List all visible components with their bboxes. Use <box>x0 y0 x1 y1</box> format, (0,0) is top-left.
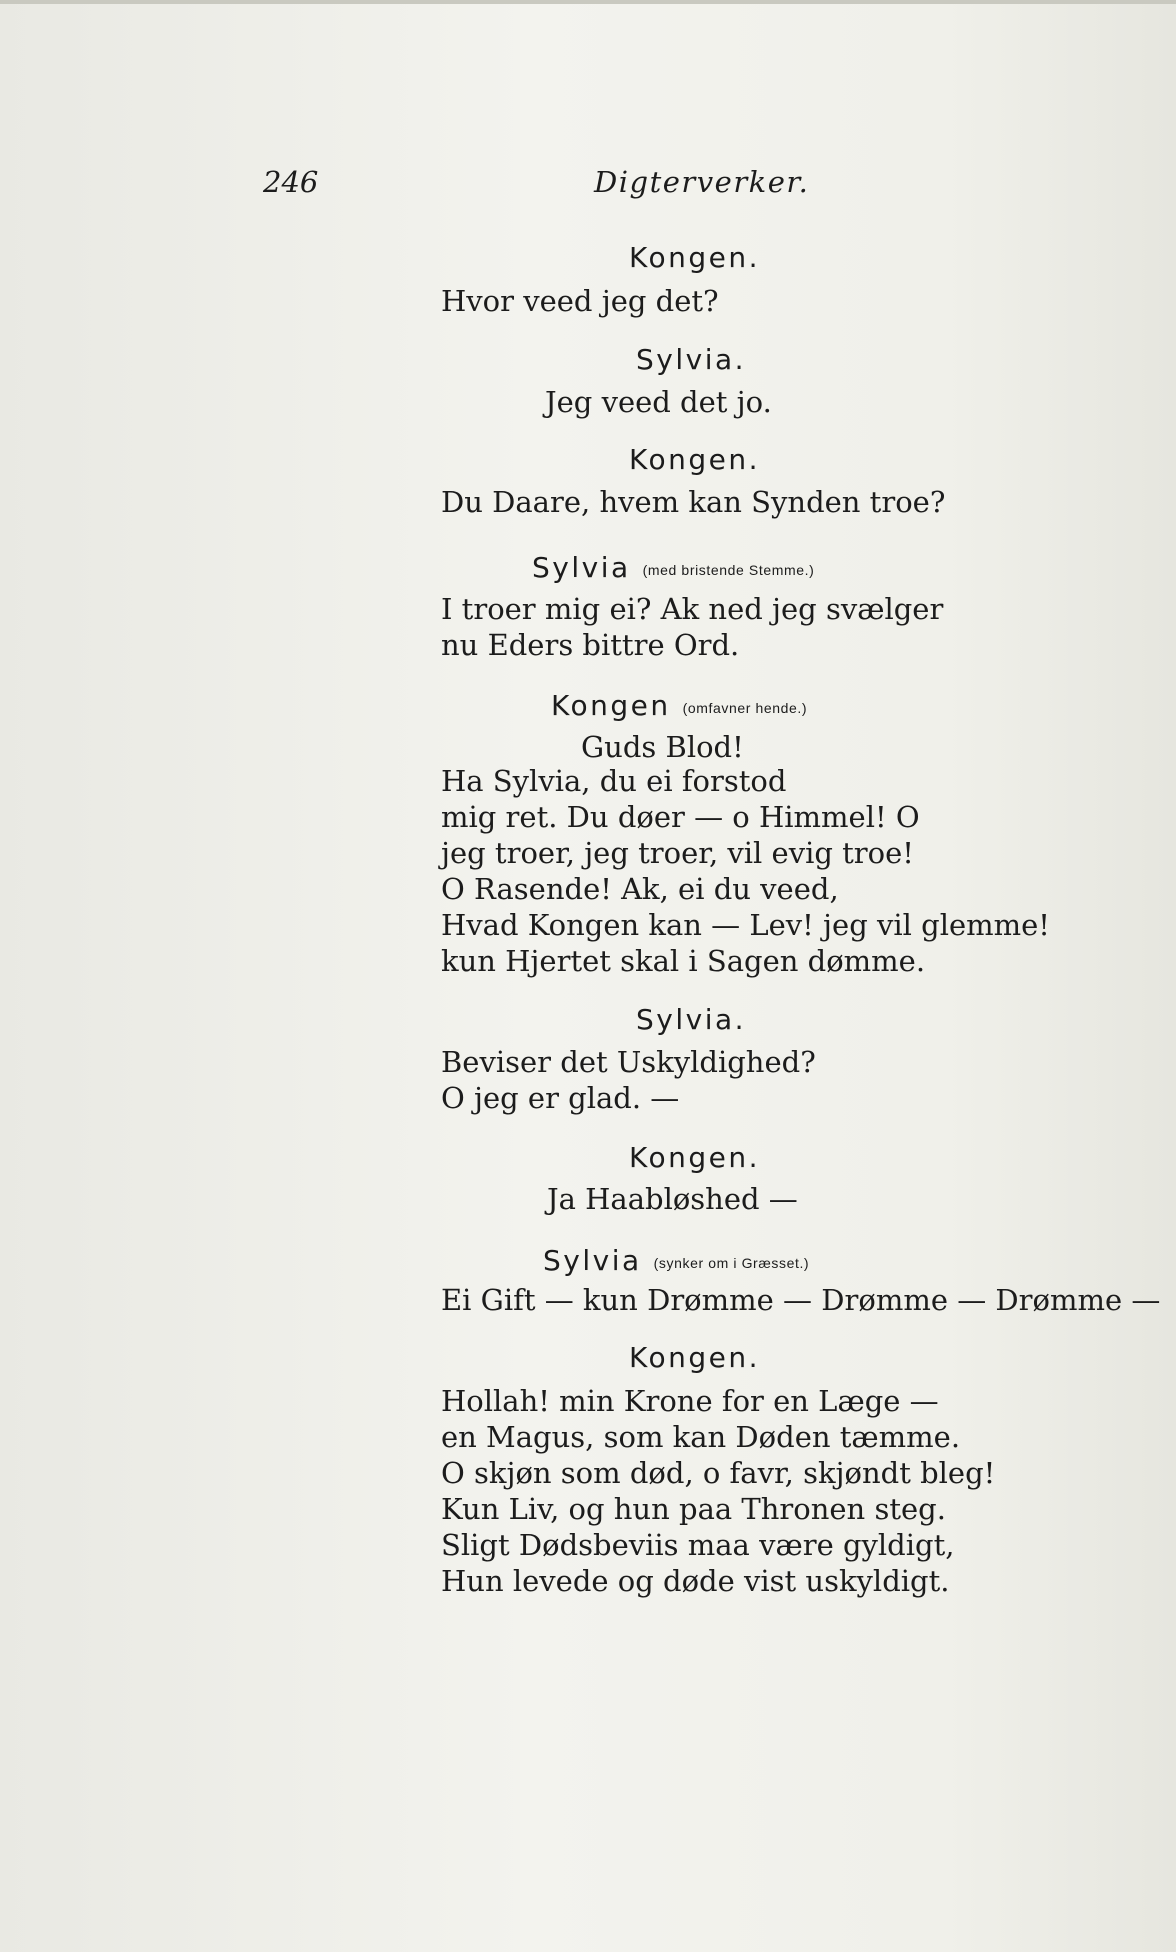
verse-line: Hvor veed jeg det? <box>441 284 719 318</box>
speaker-sylvia: Sylvia. <box>636 1003 747 1036</box>
stage-direction: (omfavner hende.) <box>682 700 808 716</box>
verse-line: Guds Blod! <box>581 730 744 764</box>
speaker-line <box>543 1242 809 1281</box>
verse-line: Ei Gift — kun Drømme — Drømme — Drømme — <box>441 1283 1161 1317</box>
verse-line: Hun levede og døde vist uskyldigt. <box>441 1564 950 1598</box>
verse-line: Hollah! min Krone for en Læge — <box>441 1384 939 1418</box>
speaker-kongen: Kongen. <box>629 241 760 274</box>
verse-line: O Rasende! Ak, ei du veed, <box>441 872 839 906</box>
verse-line: Beviser det Uskyldighed? <box>441 1045 816 1079</box>
verse-line: kun Hjertet skal i Sagen dømme. <box>441 944 926 978</box>
speaker-kongen: Kongen. <box>629 443 760 476</box>
verse-line: nu Eders bittre Ord. <box>441 628 740 662</box>
stage-direction: (synker om i Græsset.) <box>653 1255 810 1271</box>
verse-line: Hvad Kongen kan — Lev! jeg vil glemme! <box>441 908 1050 942</box>
speaker-sylvia: Sylvia <box>543 1244 642 1277</box>
verse-line: Jeg veed det jo. <box>545 385 772 419</box>
verse-line: O jeg er glad. — <box>441 1081 680 1115</box>
speaker-line <box>551 687 807 726</box>
verse-line: I troer mig ei? Ak ned jeg svælger <box>441 592 944 626</box>
speaker-kongen: Kongen <box>551 689 671 722</box>
verse-line: O skjøn som død, o favr, skjøndt bleg! <box>441 1456 996 1490</box>
speaker-kongen: Kongen. <box>629 1341 760 1374</box>
verse-line: Sligt Dødsbeviis maa være gyldigt, <box>441 1528 955 1562</box>
running-title: Digterverker. <box>594 165 810 199</box>
verse-line: Ha Sylvia, du ei forstod <box>441 764 787 798</box>
verse-line: en Magus, som kan Døden tæmme. <box>441 1420 961 1454</box>
speaker-sylvia: Sylvia <box>532 551 631 584</box>
speaker-sylvia: Sylvia. <box>636 343 747 376</box>
verse-line: Kun Liv, og hun paa Thronen steg. <box>441 1492 946 1526</box>
page-number: 246 <box>263 165 319 199</box>
verse-line: Du Daare, hvem kan Synden troe? <box>441 485 946 519</box>
verse-line: jeg troer, jeg troer, vil evig troe! <box>441 836 914 870</box>
speaker-line <box>532 549 814 588</box>
top-edge <box>0 0 1176 4</box>
stage-direction: (med bristende Stemme.) <box>642 562 815 578</box>
verse-line: mig ret. Du døer — o Himmel! O <box>441 800 920 834</box>
speaker-kongen: Kongen. <box>629 1141 760 1174</box>
verse-line: Ja Haabløshed — <box>547 1182 798 1216</box>
